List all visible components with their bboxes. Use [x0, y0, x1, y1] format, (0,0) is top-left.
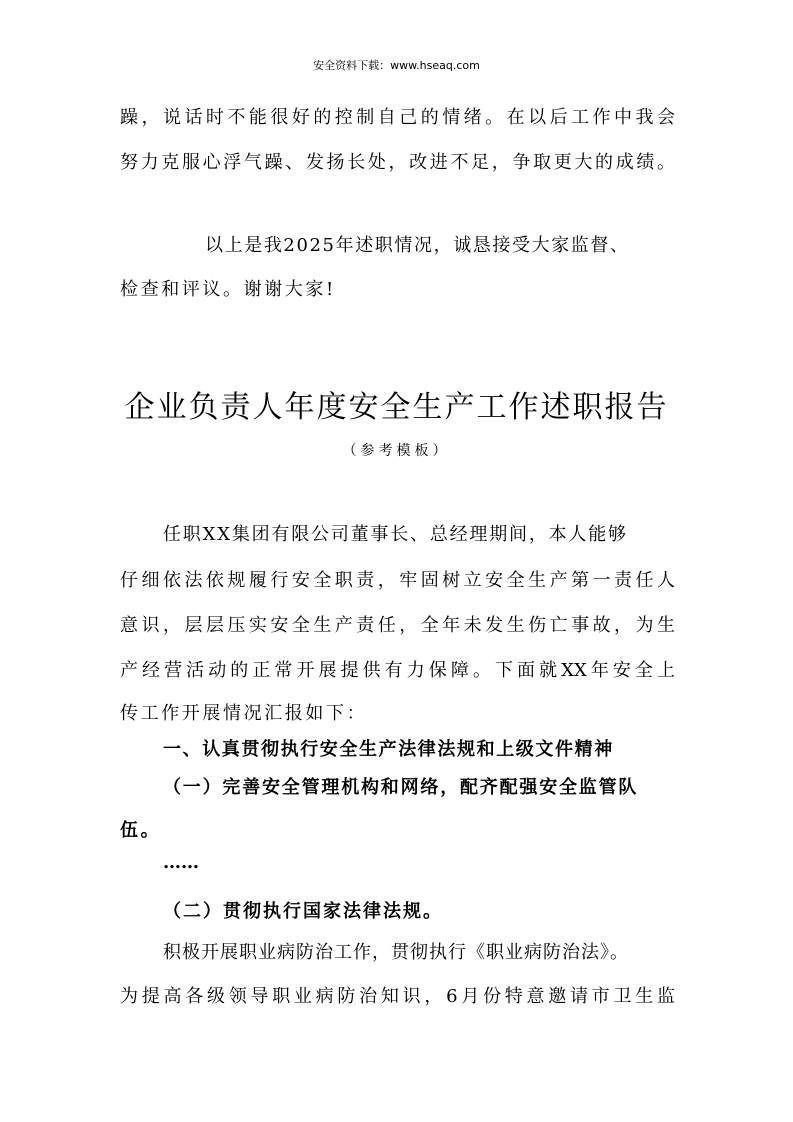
report-subtitle: （参考模板） — [342, 443, 451, 459]
intro-line-3: 意识，层层压实安全生产责任，全年未发生伤亡事故，为生 — [120, 615, 675, 636]
closing-line-1: 以上是我2025年述职情况，诚恳接受大家监督、 — [205, 235, 630, 256]
intro-line-4: 产经营活动的正常开展提供有力保障。下面就XX年安全上 — [120, 660, 675, 681]
closing-line-2: 检查和评议。谢谢大家! — [120, 279, 336, 300]
ellipsis: …… — [163, 852, 199, 873]
intro-line-1: 任职XX集团有限公司董事长、总经理期间，本人能够 — [163, 524, 628, 545]
subsection-2-heading: （二）贯彻执行国家法律法规。 — [163, 901, 443, 922]
subsection-2-line-1: 积极开展职业病防治工作，贯彻执行《职业病防治法》。 — [163, 942, 629, 963]
subsection-2-line-2: 为提高各级领导职业病防治知识，6月份特意邀请市卫生监 — [120, 986, 675, 1007]
subsection-1-line-2: 伍。 — [120, 820, 162, 841]
subsection-1-line-1: （一）完善安全管理机构和网络，配齐配强安全监管队 — [163, 777, 639, 798]
intro-line-2: 仔细依法依规履行安全职责，牢固树立安全生产第一责任人 — [120, 570, 675, 591]
section-1-heading: 一、认真贯彻执行安全生产法律法规和上级文件精神 — [163, 739, 614, 760]
intro-line-5: 传工作开展情况汇报如下： — [120, 703, 368, 724]
page-header: 安全资料下载：www.hseaq.com — [313, 59, 480, 72]
report-title: 企业负责人年度安全生产工作述职报告 — [124, 390, 669, 425]
continuation-line-2: 努力克服心浮气躁、发扬长处，改进不足，争取更大的成绩。 — [120, 152, 675, 173]
continuation-line-1: 躁，说话时不能很好的控制自己的情绪。在以后工作中我会 — [120, 107, 675, 128]
